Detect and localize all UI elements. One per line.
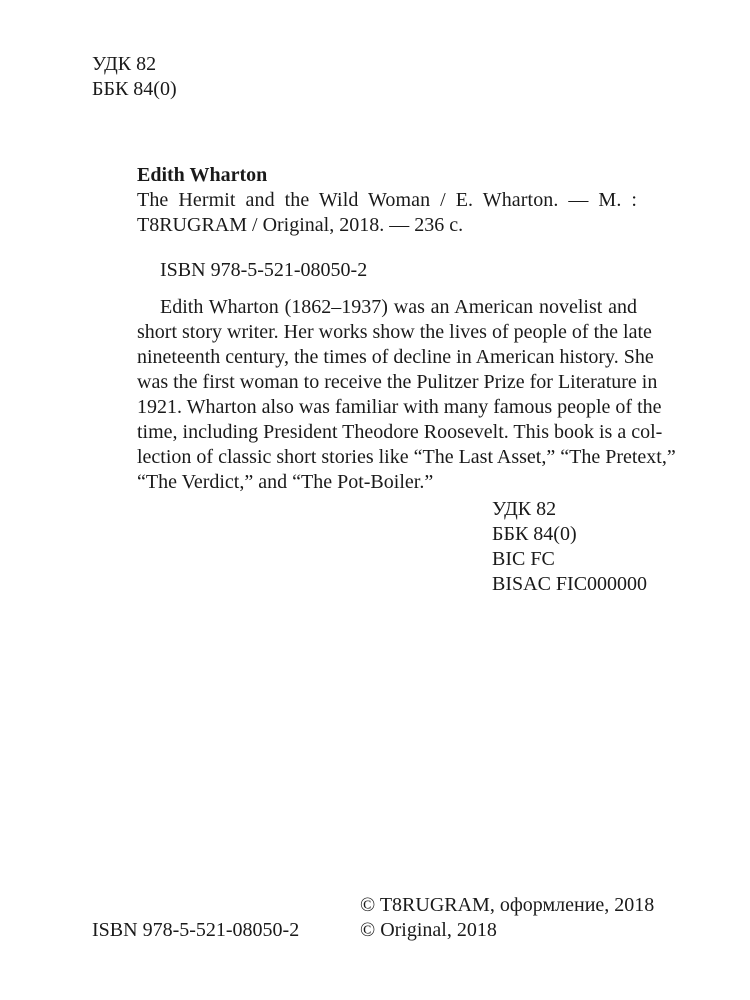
annotation-line: nineteenth century, the times of decline in American history. She: [137, 346, 654, 368]
classification-codes: [492, 497, 647, 597]
annotation-line: “The Verdict,” and “The Pot-Boiler.”: [137, 471, 434, 493]
author-name: Edith Wharton: [137, 164, 268, 186]
reference-line-2: T8RUGRAM / Original, 2018. — 236 c.: [137, 214, 464, 236]
bibliographic-record: [137, 163, 637, 238]
bisac-code: BISAC FIC000000: [492, 573, 648, 595]
bic-code: BIC FC: [492, 548, 555, 570]
annotation-line: time, including President Theodore Roosevelt. This book is a col-: [137, 421, 663, 443]
annotation-line: was the first woman to receive the Pulitzer Prize for Literature in: [137, 371, 658, 393]
bbk-code: ББК 84(0): [92, 78, 177, 100]
annotation-line: 1921. Wharton also was familiar with many famous people of the: [137, 396, 662, 418]
annotation-line: Edith Wharton (1862–1937) was an American novelist and: [160, 296, 637, 318]
copyright-notice: [360, 893, 654, 943]
udk-code: УДК 82: [492, 498, 557, 520]
isbn-bottom: [92, 918, 299, 943]
copyright-line-2: © Original, 2018: [360, 919, 497, 941]
isbn-top: [160, 258, 367, 283]
top-classification-codes: [92, 52, 177, 102]
annotation-line: short story writer. Her works show the lives of people of the late: [137, 321, 652, 343]
annotation-line: lection of classic short stories like “The Last Asset,” “The Pretext,”: [137, 446, 676, 468]
reference-line-1: The Hermit and the Wild Woman / E. Wharton. — M. :: [137, 189, 637, 211]
copyright-line-1: © T8RUGRAM, оформление, 2018: [360, 894, 655, 916]
isbn-text: ISBN 978-5-521-08050-2: [160, 259, 368, 281]
isbn-text: ISBN 978-5-521-08050-2: [92, 919, 300, 941]
bbk-code: ББК 84(0): [492, 523, 577, 545]
udk-code: УДК 82: [92, 53, 157, 75]
annotation-paragraph: [137, 295, 676, 495]
